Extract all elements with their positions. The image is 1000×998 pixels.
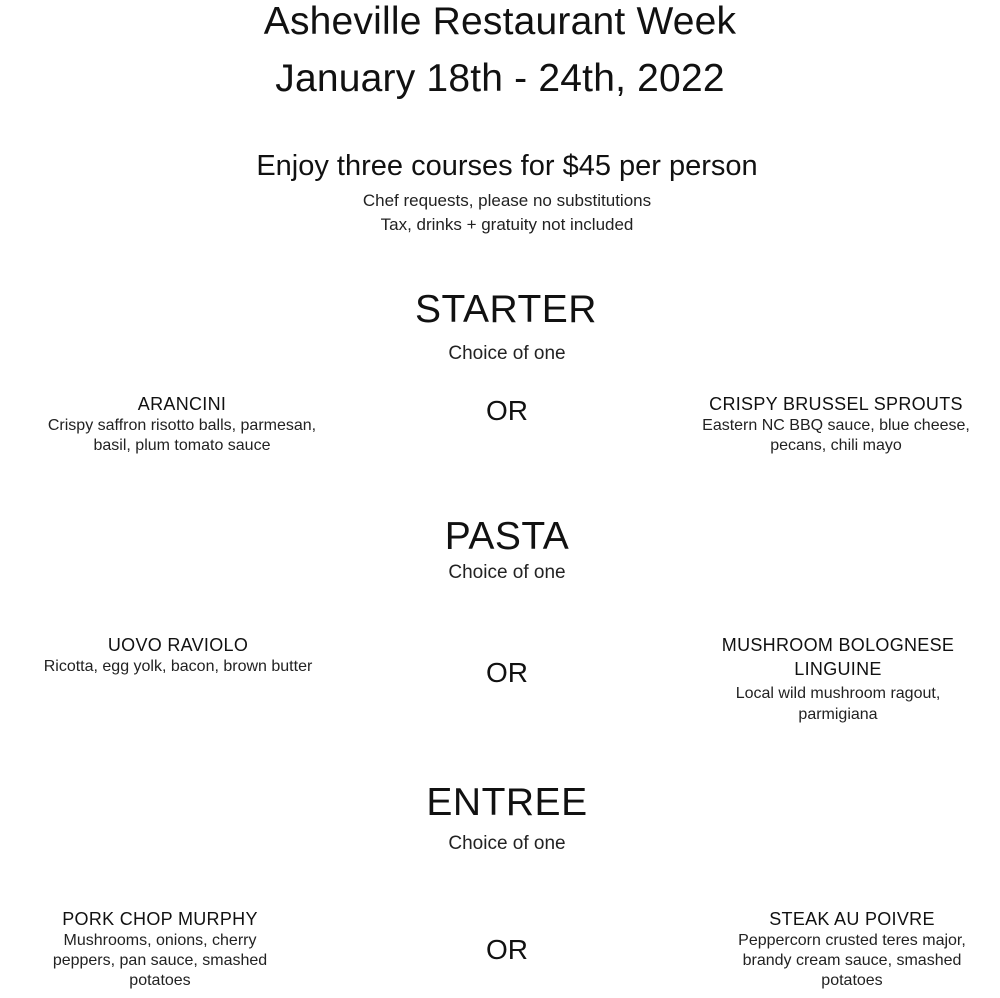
item-name: STEAK AU POIVRE [769,909,935,929]
item-name: CRISPY BRUSSEL SPROUTS [709,394,963,414]
section-heading-starter: STARTER [415,288,597,331]
item-description-line: Local wild mushroom ragout, [735,685,941,702]
substitution-note: Chef requests, please no substitutions [362,191,652,210]
item-description-line: Crispy saffron risotto balls, parmesan, [47,417,317,434]
menu-item-uovo-raviolo [13,633,343,677]
event-dates: January 18th - 24th, 2022 [275,57,725,100]
item-description-line: Mushrooms, onions, cherry [63,932,257,949]
item-description-line: Ricotta, egg yolk, bacon, brown butter [43,658,313,675]
item-description-line: parmigiana [798,706,878,723]
or-separator: OR [486,657,528,688]
page-title: Asheville Restaurant Week [263,0,737,43]
item-name-line: LINGUINE [794,659,882,679]
section-subheading-pasta: Choice of one [448,562,566,583]
section-subheading-starter: Choice of one [448,343,566,364]
tax-note: Tax, drinks + gratuity not included [380,215,634,234]
menu-item-mushroom-bolognese-linguine [673,633,1000,725]
menu-item-pork-chop-murphy [0,907,325,991]
menu-item-steak-au-poivre [687,907,1000,991]
menu-item-crispy-brussel-sprouts [671,392,1000,456]
or-separator: OR [486,395,528,426]
item-description-line: Eastern NC BBQ sauce, blue cheese, [702,417,970,434]
price-offer: Enjoy three courses for $45 per person [256,150,758,182]
item-description-line: Peppercorn crusted teres major, [738,932,966,949]
item-name: UOVO RAVIOLO [107,635,249,655]
item-description-line: potatoes [821,972,883,989]
section-heading-pasta: PASTA [444,515,570,558]
item-description-line: pecans, chili mayo [770,437,902,454]
item-name: ARANCINI [137,394,227,414]
item-description-line: peppers, pan sauce, smashed [52,952,268,969]
item-description-line: basil, plum tomato sauce [93,437,271,454]
item-description-line: brandy cream sauce, smashed [742,952,962,969]
item-name: PORK CHOP MURPHY [62,909,258,929]
or-separator: OR [486,934,528,965]
item-name-line: MUSHROOM BOLOGNESE [721,635,955,655]
section-subheading-entree: Choice of one [448,833,566,854]
section-heading-entree: ENTREE [426,781,588,824]
menu-item-arancini [17,392,347,456]
item-description-line: potatoes [129,972,191,989]
